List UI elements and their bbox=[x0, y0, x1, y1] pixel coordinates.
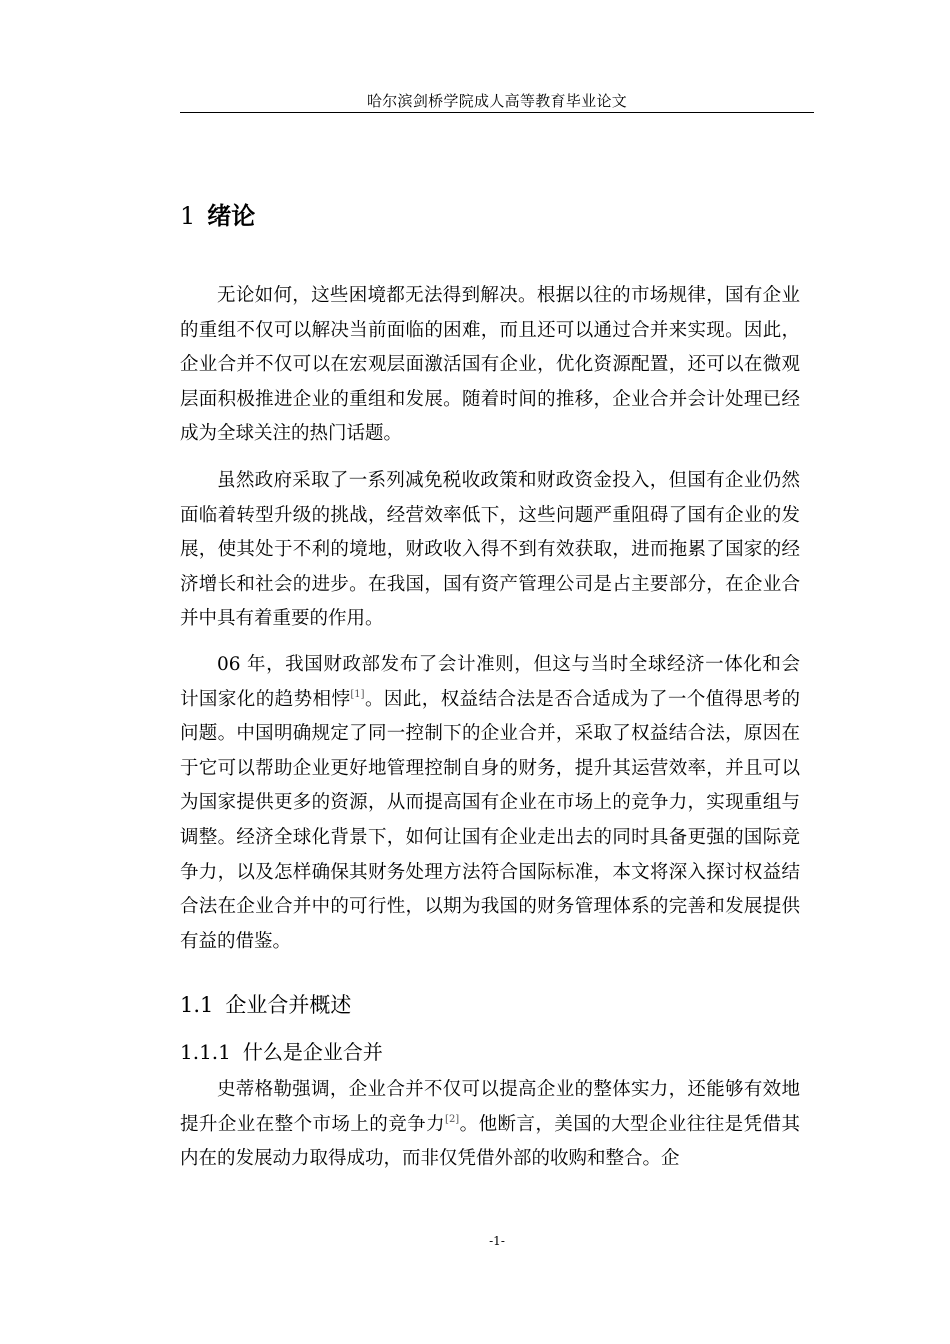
page-number: -1- bbox=[489, 1234, 505, 1248]
chapter-title-text: 绪论 bbox=[207, 202, 256, 230]
section-number: 1.1 bbox=[180, 993, 214, 1017]
paragraph-1: 无论如何，这些困境都无法得到解决。根据以往的市场规律，国有企业的重组不仅可以解决当前面临的困难，而且还可以通过合并来实现。因此，企业合并不仅可以在宏观层面激活国有企业，优化资源配置，还可以在微观层面积极推进企业的重组和发展。随着时间的推移，企业合并会计处理已经成为全球关注的热门话题。 bbox=[180, 285, 800, 445]
chapter-number: 1 bbox=[180, 202, 196, 230]
header-rule bbox=[180, 112, 814, 113]
citation-2: [2] bbox=[445, 1113, 460, 1125]
running-header: 哈尔滨剑桥学院成人高等教育毕业论文 bbox=[366, 92, 628, 110]
paragraph-3 bbox=[180, 648, 800, 959]
subsection-title-text: 什么是企业合并 bbox=[242, 1040, 383, 1064]
paragraph-4-part-1: 史蒂格勒强调，企业合并不仅可以提高企业的整体实力，还能够有效地提升企业在整个市场上的竞争力 bbox=[180, 1079, 800, 1135]
section-title bbox=[180, 989, 351, 1021]
paragraph-4-part-2: 。他断言，美国的大型企业往往是凭借其内在的发展动力取得成功，而非仅凭借外部的收购和整合。企 bbox=[180, 1113, 800, 1170]
paragraph-3-part-2: 。因此，权益结合法是否合适成为了一个值得思考的问题。中国明确规定了同一控制下的企业合并，采取了权益结合法，原因在于它可以帮助企业更好地管理控制自身的财务，提升其运营效率，并且可以为国家提供更多的资源，从而提高国有企业在市场上的竞争力，实现重组与调整。经济全球化背景下，如何让国有企业走出去的同时具备更强的国际竞争力，以及怎样确保其财务处理方法符合国际标准，本文将深入探讨权益结合法在企业合并中的可行性，以期为我国的财务管理体系的完善和发展提供有益的借鉴。 bbox=[180, 688, 800, 952]
section-title-text: 企业合并概述 bbox=[225, 993, 352, 1017]
subsection-title bbox=[180, 1036, 383, 1068]
paragraph-3-part-1: 06 年，我国财政部发布了会计准则，但这与当时全球经济一体化和会计国家化的趋势相悖 bbox=[180, 654, 800, 710]
chapter-title bbox=[180, 200, 255, 232]
paragraph-4 bbox=[180, 1073, 800, 1177]
paragraph-2: 虽然政府采取了一系列减免税收政策和财政资金投入，但国有企业仍然面临着转型升级的挑战，经营效率低下，这些问题严重阻碍了国有企业的发展，使其处于不利的境地，财政收入得不到有效获取，进而拖累了国家的经济增长和社会的进步。在我国，国有资产管理公司是占主要部分，在企业合并中具有着重要的作用。 bbox=[180, 470, 800, 630]
subsection-number: 1.1.1 bbox=[180, 1040, 231, 1064]
citation-1: [1] bbox=[350, 688, 365, 700]
